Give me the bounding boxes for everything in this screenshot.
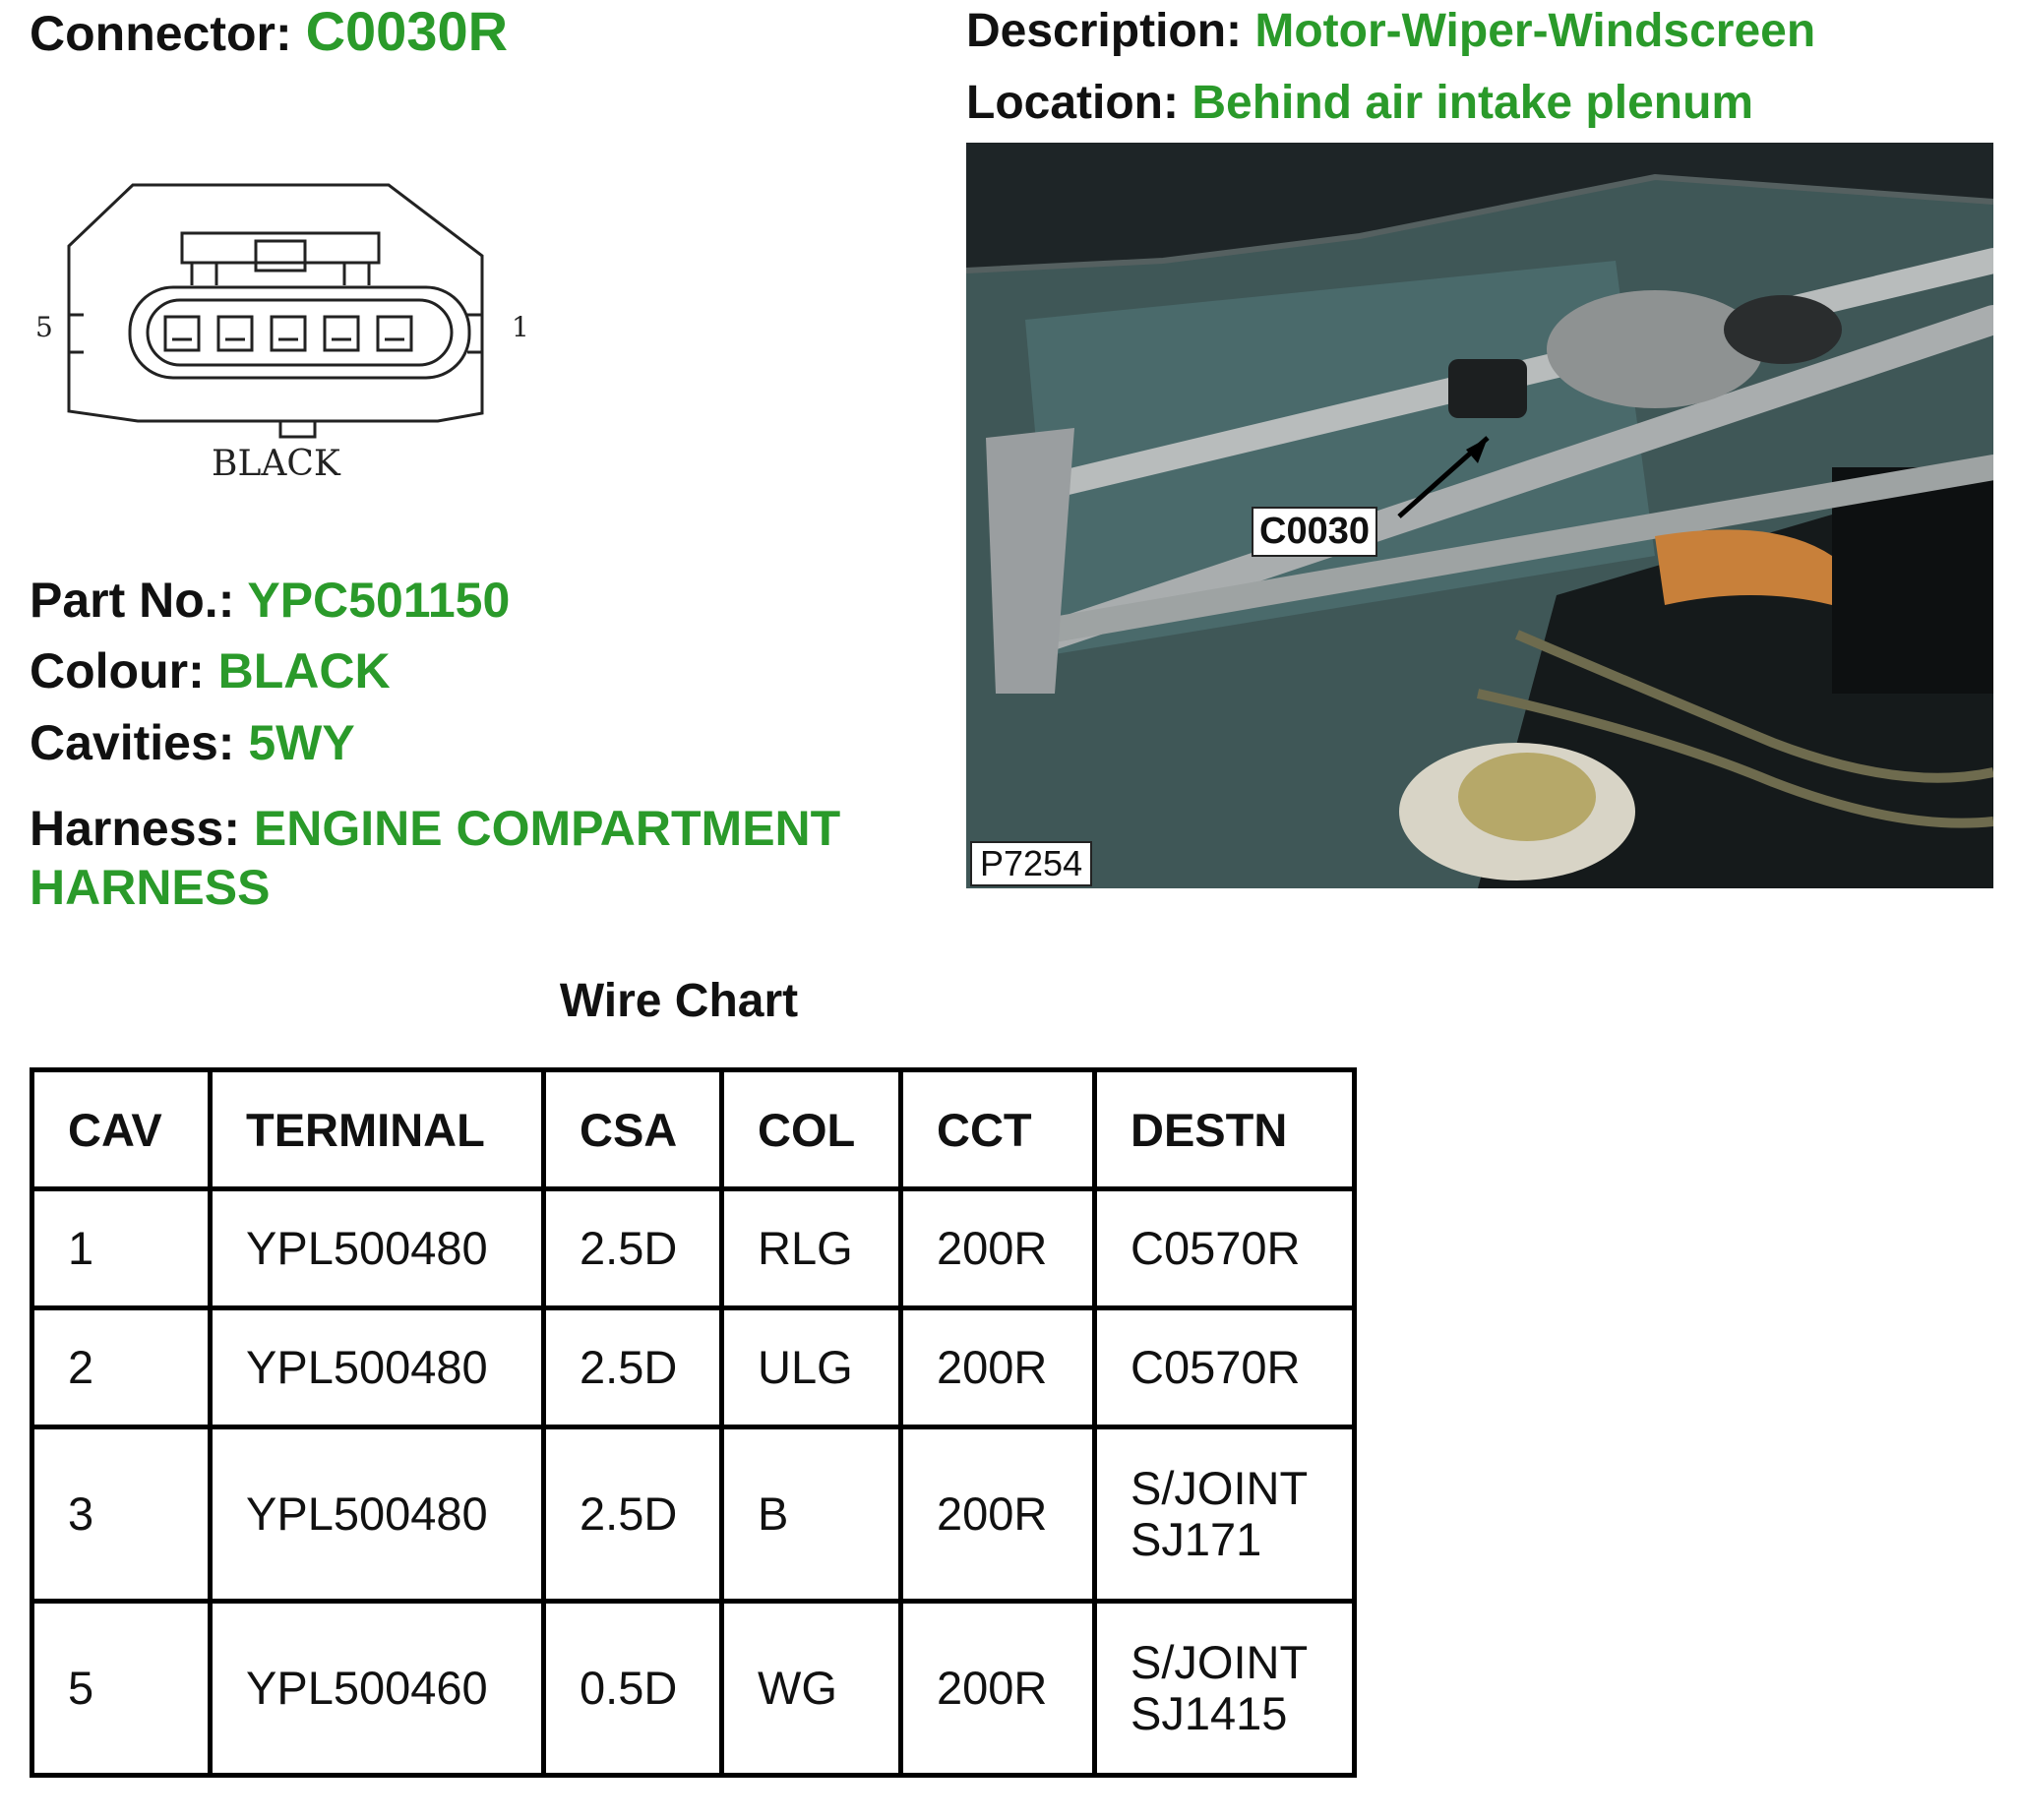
connector-field [30,2,508,63]
header-csa: CSA [544,1070,722,1189]
table-row [32,1308,1355,1427]
harness-field [30,799,915,917]
cavities-value: 5WY [248,715,355,770]
pin-label-right: 1 [512,311,529,343]
cell-csa: 2.5D [544,1308,722,1427]
cavity-5 [165,317,199,350]
part-no-value: YPC501150 [247,573,511,628]
cell-terminal: YPL500460 [211,1602,544,1776]
cell-destn: S/JOINT SJ1415 [1095,1602,1355,1776]
cell-cav: 1 [32,1189,211,1308]
photo-id-label: P7254 [970,841,1092,886]
connector-value: C0030R [305,0,509,62]
header-cav: CAV [32,1070,211,1189]
location-value: Behind air intake plenum [1192,77,1754,129]
description-field [966,2,1815,61]
cavity-4 [218,317,252,350]
cell-destn: C0570R [1095,1189,1355,1308]
cell-csa: 2.5D [544,1427,722,1602]
cavity-3 [272,317,305,350]
cell-col: ULG [722,1308,901,1427]
harness-value: ENGINE COMPARTMENT HARNESS [30,801,841,915]
location-label: Location: [966,77,1179,129]
harness-label: Harness: [30,801,240,856]
location-photo [966,143,1993,888]
connector-color-label: BLACK [212,444,340,484]
location-field [966,74,1753,133]
cell-cav: 2 [32,1308,211,1427]
cavities-label: Cavities: [30,715,235,770]
cavity-2 [325,317,358,350]
colour-field [30,641,391,700]
table-row [32,1189,1355,1308]
part-no-field [30,571,510,630]
cell-destn: C0570R [1095,1308,1355,1427]
cell-cct: 200R [901,1308,1095,1427]
header-col: COL [722,1070,901,1189]
table-header-row [32,1070,1355,1189]
cell-terminal: YPL500480 [211,1427,544,1602]
description-label: Description: [966,5,1243,57]
wire-chart-table [30,1067,1357,1778]
cell-csa: 0.5D [544,1602,722,1776]
cell-cct: 200R [901,1602,1095,1776]
cell-col: RLG [722,1189,901,1308]
table-row [32,1602,1355,1776]
pin-label-left: 5 [35,311,53,343]
header-destn: DESTN [1095,1070,1355,1189]
header-terminal: TERMINAL [211,1070,544,1189]
colour-label: Colour: [30,643,205,698]
cavities-field [30,713,355,772]
description-value: Motor-Wiper-Windscreen [1254,5,1816,57]
colour-value: BLACK [217,643,391,698]
cell-col: B [722,1427,901,1602]
table-row [32,1427,1355,1602]
cell-terminal: YPL500480 [211,1189,544,1308]
cell-cct: 200R [901,1427,1095,1602]
part-no-label: Part No.: [30,573,235,628]
cell-csa: 2.5D [544,1189,722,1308]
photo-callout-label: C0030 [1252,507,1377,557]
cell-terminal: YPL500480 [211,1308,544,1427]
cavity-1 [378,317,411,350]
cell-cct: 200R [901,1189,1095,1308]
cell-col: WG [722,1602,901,1776]
connector-label: Connector: [30,6,292,61]
wire-chart-title: Wire Chart [559,975,799,1027]
cell-cav: 5 [32,1602,211,1776]
header-cct: CCT [901,1070,1095,1189]
connector-face-diagram [20,167,551,492]
cell-cav: 3 [32,1427,211,1602]
cell-destn: S/JOINT SJ171 [1095,1427,1355,1602]
